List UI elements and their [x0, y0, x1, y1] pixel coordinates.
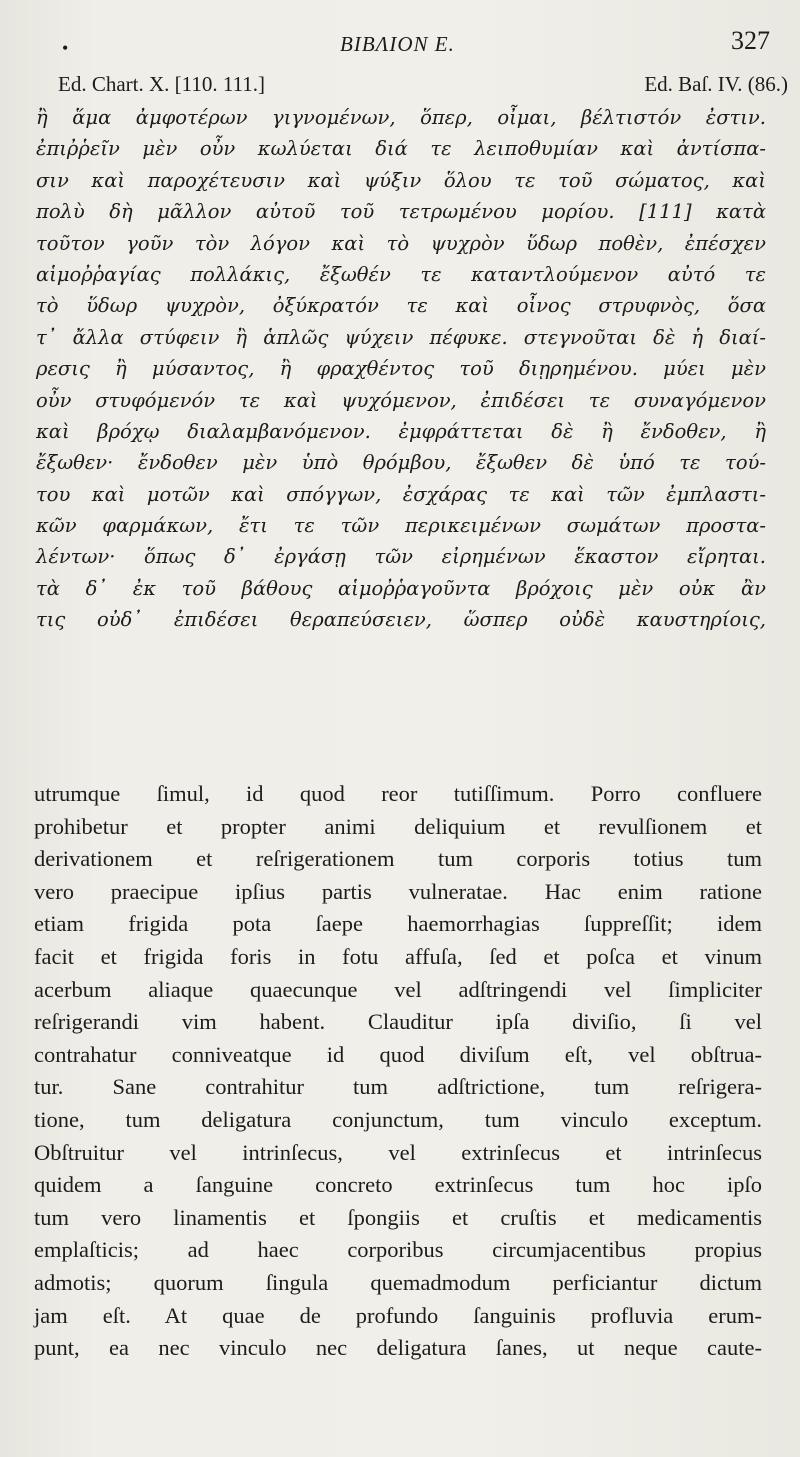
edition-reference-row	[58, 72, 788, 102]
greek-line: καὶ βρόχῳ διαλαμβανόμενον. ἐμφράττεται δὲ ἢ ἔνδοθεν, ἢ	[36, 419, 766, 443]
latin-text-block	[34, 778, 762, 1365]
greek-line: σιν καὶ παροχέτευσιν καὶ ψύξιν ὅλου τε τοῦ σώματος, καὶ	[36, 168, 766, 192]
greek-line: τὰ δ᾽ ἐκ τοῦ βάθους αἱμοῤῥαγοῦντα βρόχοις μὲν οὐκ ἂν	[36, 576, 766, 600]
latin-line: punt, ea nec vinculo nec deligatura ſanes, ut neque caute-	[34, 1335, 762, 1361]
latin-line: tum vero linamentis et ſpongiis et cruſtis et medicamentis	[34, 1204, 762, 1230]
greek-line: τὸ ὕδωρ ψυχρὸν, ὀξύκρατόν τε καὶ οἶνος στρυφνὸς, ὅσα	[36, 294, 766, 318]
latin-line: prohibetur et propter animi deliquium et revulſionem et	[34, 813, 762, 839]
latin-line: quidem a ſanguine concreto extrinſecus tum hoc ipſo	[34, 1172, 762, 1198]
greek-line: οὖν στυφόμενόν τε καὶ ψυχόμενον, ἐπιδέσει τε συναγόμενον	[36, 388, 766, 412]
greek-line: κῶν φαρμάκων, ἔτι τε τῶν περικειμένων σωμάτων προστα-	[36, 514, 766, 538]
greek-line: ἢ ἅμα ἀμφοτέρων γιγνομένων, ὅπερ, οἶμαι, βέλτιστόν ἐστιν.	[36, 106, 766, 129]
header-bullet: •	[62, 38, 69, 58]
greek-line: ρεσις ἢ μύσαντος, ἢ φραχθέντος τοῦ διῃρημένου. μύει μὲν	[36, 357, 766, 381]
latin-line: etiam frigida pota ſaepe haemorrhagias ſuppreſſit; idem	[34, 911, 762, 937]
latin-line: contrahatur conniveatque id quod diviſum eſt, vel obſtrua-	[34, 1041, 762, 1067]
greek-line: τ᾽ ἄλλα στύφειν ἢ ἁπλῶς ψύχειν πέφυκε. στεγνοῦται δὲ ἡ διαί-	[36, 325, 766, 349]
latin-line: tur. Sane contrahitur tum adſtrictione, tum reſrigera-	[34, 1074, 762, 1100]
greek-line: τις οὐδ᾽ ἐπιδέσει θεραπεύσειεν, ὥσπερ οὐδὲ καυστηρίοις,	[36, 608, 766, 632]
greek-line: ἔξωθεν· ἔνδοθεν μὲν ὑπὸ θρόμβου, ἔξωθεν δὲ ὑπό τε τού-	[36, 451, 766, 475]
edition-basel-reference: Ed. Baſ. IV. (86.)	[644, 72, 788, 96]
greek-line: λέντων· ὅπως δ᾽ ἐργάσῃ τῶν εἰρημένων ἕκαστον εἴρηται.	[36, 545, 766, 569]
greek-line: ἐπιῤῥεῖν μὲν οὖν κωλύεται διά τε λειποθυμίαν καὶ ἀντίσπα-	[36, 137, 766, 161]
greek-text-block	[36, 102, 766, 636]
latin-line: vero praecipue ipſius partis vulneratae. Hac enim ratione	[34, 878, 762, 904]
page-header	[40, 28, 770, 68]
running-title: ΒΙΒΛΙΟΝ Ε.	[340, 32, 455, 56]
edition-chart-reference: Ed. Chart. X. [110. 111.]	[58, 72, 266, 96]
latin-line: admotis; quorum ſingula quemadmodum perficiantur dictum	[34, 1269, 762, 1295]
latin-line: tione, tum deligatura conjunctum, tum vinculo exceptum.	[34, 1106, 762, 1132]
latin-line: jam eſt. At quae de profundo ſanguinis profluvia erum-	[34, 1302, 762, 1328]
latin-line: derivationem et reſrigerationem tum corporis totius tum	[34, 846, 762, 872]
latin-line: facit et frigida foris in fotu affuſa, ſed et poſca et vinum	[34, 943, 762, 969]
greek-line: αἱμοῤῥαγίας πολλάκις, ἔξωθέν τε καταντλούμενον αὐτό τε	[36, 262, 766, 286]
greek-line: πολὺ δὴ μᾶλλον αὐτοῦ τοῦ τετρωμένου μορίου. [111] κατὰ	[36, 200, 766, 224]
latin-line: utrumque ſimul, id quod reor tutiſſimum. Porro confluere	[34, 781, 762, 806]
greek-line: τοῦτον γοῦν τὸν λόγον καὶ τὸ ψυχρὸν ὕδωρ ποθὲν, ἐπέσχεν	[36, 231, 766, 255]
latin-line: acerbum aliaque quaecunque vel adſtringendi vel ſimpliciter	[34, 976, 762, 1002]
latin-line: reſrigerandi vim habent. Clauditur ipſa diviſio, ſi vel	[34, 1009, 762, 1035]
latin-line: Obſtruitur vel intrinſecus, vel extrinſecus et intrinſecus	[34, 1139, 762, 1165]
page-number: 327	[731, 26, 770, 55]
latin-line: emplaſticis; ad haec corporibus circumjacentibus propius	[34, 1237, 762, 1263]
greek-line: του καὶ μοτῶν καὶ σπόγγων, ἐσχάρας τε καὶ τῶν ἐμπλαστι-	[36, 482, 766, 506]
